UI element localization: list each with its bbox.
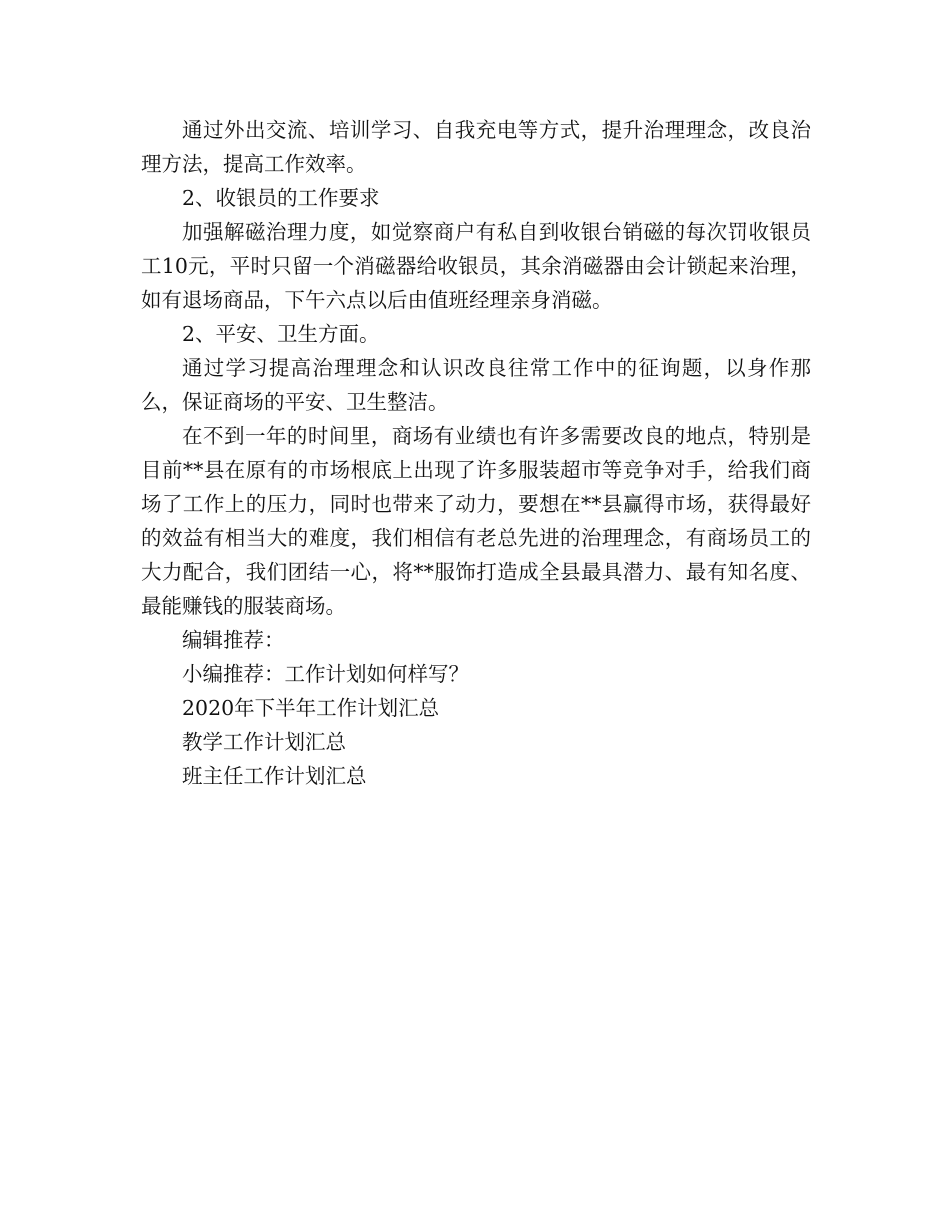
heading-safety-hygiene: 2、平安、卫生方面。 [182,322,380,346]
recommend-link-how-to-write[interactable]: 小编推荐：工作计划如何样写？ [182,662,469,686]
recommend-link-head-teacher-plan[interactable]: 班主任工作计划汇总 [182,764,367,788]
paragraph-safety-hygiene: 通过学习提高治理理念和认识改良往常工作中的征询题，以身作那么，保证商场的平安、卫生整洁。 [141,356,811,414]
heading-cashier-requirements: 2、收银员的工作要求 [182,186,380,210]
paragraph-management-methods: 通过外出交流、培训学习、自我充电等方式，提升治理理念，改良治理方法，提高工作效率。 [141,118,811,176]
paragraph-degaussing-control: 加强解磁治理力度，如觉察商户有私自到收银台销磁的每次罚收银员工10元，平时只留一个消磁器给收银员，其余消磁器由会计锁起来治理，如有退场商品，下午六点以后由值班经理亲身消磁。 [141,220,811,312]
paragraph-summary: 在不到一年的时间里，商场有业绩也有许多需要改良的地点，特别是目前**县在原有的市场根底上出现了许多服装超市等竞争对手，给我们商场了工作上的压力，同时也带来了动力，要想在**县赢得市场，获得最好的效益有相当大的难度，我们相信有老总先进的治理理念，有商场员工的大力配合，我们团结一心，将**服饰打造成全县最具潜力、最有知名度、最能赚钱的服装商场。 [141,424,811,618]
recommend-heading: 编辑推荐： [182,628,285,652]
document-body [141,113,811,793]
recommend-link-2020-h2-plan[interactable]: 2020年下半年工作计划汇总 [182,696,440,720]
recommend-link-teaching-plan[interactable]: 教学工作计划汇总 [182,730,346,754]
